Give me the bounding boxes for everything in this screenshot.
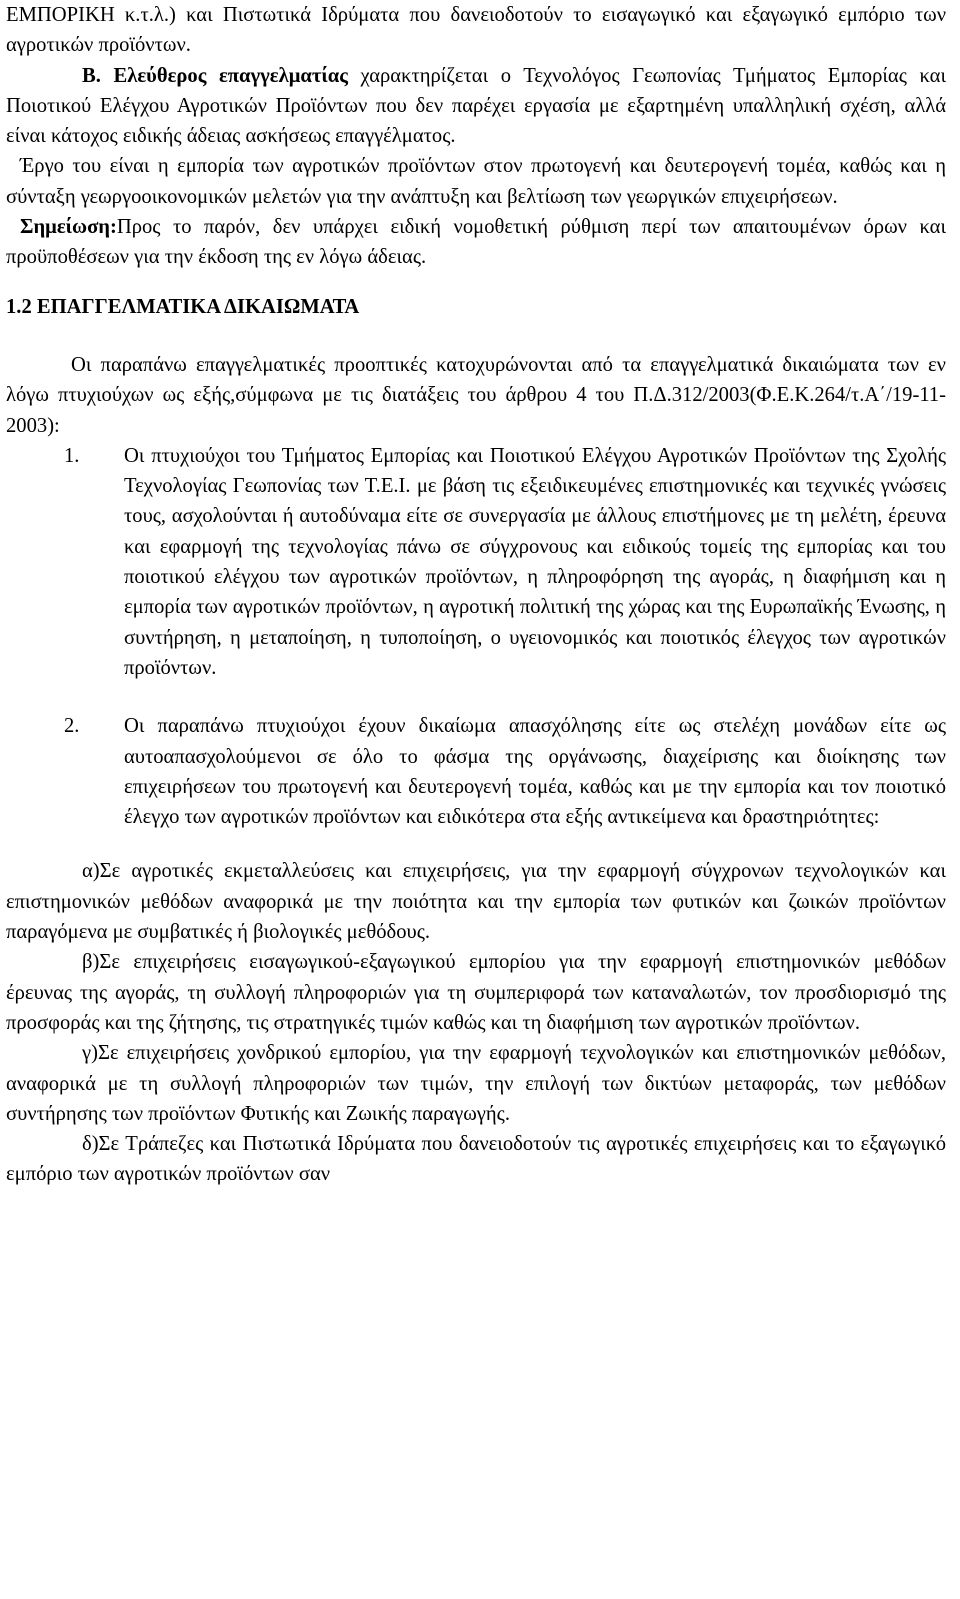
section-b-text: χαρακτηρίζεται ο Τεχνολόγος Γεωπονίας Τμήματος Εμπορίας και Ποιοτικού Ελέγχου Αγροτικών Προϊόντων που δεν παρέχει εργασία με εξαρτημένη υπαλληλική σχέση, αλλά είναι κάτοχος ειδικής άδειας ασκήσεως επαγγέλματος. bbox=[6, 64, 946, 148]
item-text: Οι πτυχιούχοι του Τμήματος Εμπορίας και Ποιοτικού Ελέγχου Αγροτικών Προϊόντων της Σχολής Τεχνολογίας Γεωπονίας των Τ.Ε.Ι. με βάση τις εξειδικευμένες επιστημονικές και τεχνικές γνώσεις τους, ασχολούνται ή αυτοδύναμα είτε σε συνεργασία με άλλους επιστήμονες με τη μελέτη, έρευνα και εφαρμογή της τεχνολογίας πάνω σε σύγχρονους και ειδικούς τομείς της εμπορίας και του ποιοτικού ελέγχου των αγροτικών προϊόντων, η πληροφόρηση της αγοράς, η διαφήμιση και η εμπορία των αγροτικών προϊόντων, η αγροτική πολιτική της χώρας και της Ευρωπαϊκής Ένωσης, η συντήρηση, η μεταποίηση, η τυποποίηση, ο υγειονομικός και ποιοτικός έλεγχος των αγροτικών προϊόντων. bbox=[124, 444, 946, 679]
numbered-item-2 bbox=[6, 711, 946, 832]
subitem-d: δ)Σε Τράπεζες και Πιστωτικά Ιδρύματα που δανειοδοτούν τις αγροτικές επιχειρήσεις και το εξαγωγικό εμπόριο των αγροτικών προϊόντων σαν bbox=[6, 1133, 946, 1186]
spacer bbox=[6, 683, 946, 711]
item-number: 2. bbox=[64, 715, 80, 738]
spacer bbox=[6, 832, 946, 856]
item-number: 1. bbox=[64, 444, 80, 467]
section-b-label: Β. bbox=[82, 64, 101, 87]
section-b-bold-term: Ελεύθερος επαγγελματίας bbox=[113, 64, 348, 87]
section-1-2-heading: 1.2 ΕΠΑΓΓΕΛΜΑΤΙΚΑ ΔΙΚΑΙΩΜΑΤΑ bbox=[6, 295, 360, 318]
note-text: Προς το παρόν, δεν υπάρχει ειδική νομοθετική ρύθμιση περί των απαιτουμένων όρων και προϋποθέσεων για την έκδοση της εν λόγω άδειας. bbox=[6, 216, 946, 269]
section-1-2-intro: Οι παραπάνω επαγγελματικές προοπτικές κατοχυρώνονται από τα επαγγελματικά δικαιώματα των εν λόγω πτυχιούχων ως εξής,σύμφωνα με τις διατάξεις του άρθρου 4 του Π.Δ.312/2003(Φ.Ε.Κ.264/τ.Α΄/19-11-2003): bbox=[6, 353, 946, 437]
document-page bbox=[6, 0, 946, 1190]
section-b-note-paragraph bbox=[6, 212, 946, 273]
note-label: Σημείωση: bbox=[20, 216, 117, 239]
intro-paragraph: ΕΜΠΟΡΙΚΗ κ.τ.λ.) και Πιστωτικά Ιδρύματα που δανειοδοτούν το εισαγωγικό και εξαγωγικό εμπόριο των αγροτικών προϊόντων. bbox=[6, 4, 946, 57]
numbered-item-1 bbox=[6, 441, 946, 683]
section-b-paragraph bbox=[6, 61, 946, 152]
subitem-c: γ)Σε επιχειρήσεις χονδρικού εμπορίου, για την εφαρμογή τεχνολογικών και επιστημονικών μεθόδων, αναφορικά με τη συλλογή πληροφοριών των τιμών, την επιλογή των δικτύων μεταφοράς, των μεθόδων συντήρησης των προϊόντων Φυτικής και Ζωικής παραγωγής. bbox=[6, 1042, 946, 1125]
subitem-a: α)Σε αγροτικές εκμεταλλεύσεις και επιχειρήσεις, για την εφαρμογή σύγχρονων τεχνολογικών και επιστημονικών μεθόδων αναφορικά με την ποιότητα και την εμπορία των φυτικών και ζωικών προϊόντων παραγόμενα με συμβατικές ή βιολογικές μεθόδους. bbox=[6, 860, 946, 944]
section-b-work-paragraph: Έργο του είναι η εμπορία των αγροτικών προϊόντων στον πρωτογενή και δευτερογενή τομέα, καθώς και η σύνταξη γεωργοοικονομικών μελετών για την ανάπτυξη και βελτίωση των γεωργικών επιχειρήσεων. bbox=[6, 155, 946, 208]
item-text: Οι παραπάνω πτυχιούχοι έχουν δικαίωμα απασχόλησης είτε ως στελέχη μονάδων είτε ως αυτοαπασχολούμενοι σε όλο το φάσμα της οργάνωσης, διαχείρισης και διοίκησης των επιχειρήσεων του πρωτογενή και δευτερογενή τομέα, καθώς και με την εμπορία και τον ποιοτικό έλεγχο των αγροτικών προϊόντων και ειδικότερα στα εξής αντικείμενα και δραστηριότητες: bbox=[124, 715, 946, 829]
subitem-b: β)Σε επιχειρήσεις εισαγωγικού-εξαγωγικού εμπορίου για την εφαρμογή επιστημονικών μεθόδων έρευνας της αγοράς, τη συλλογή πληροφοριών για τη συμπεριφορά των καταναλωτών, τον προσδιορισμό της προσφοράς και της ζήτησης, τις στρατηγικές τιμών καθώς και τη διαφήμιση των αγροτικών προϊόντων. bbox=[6, 951, 946, 1034]
